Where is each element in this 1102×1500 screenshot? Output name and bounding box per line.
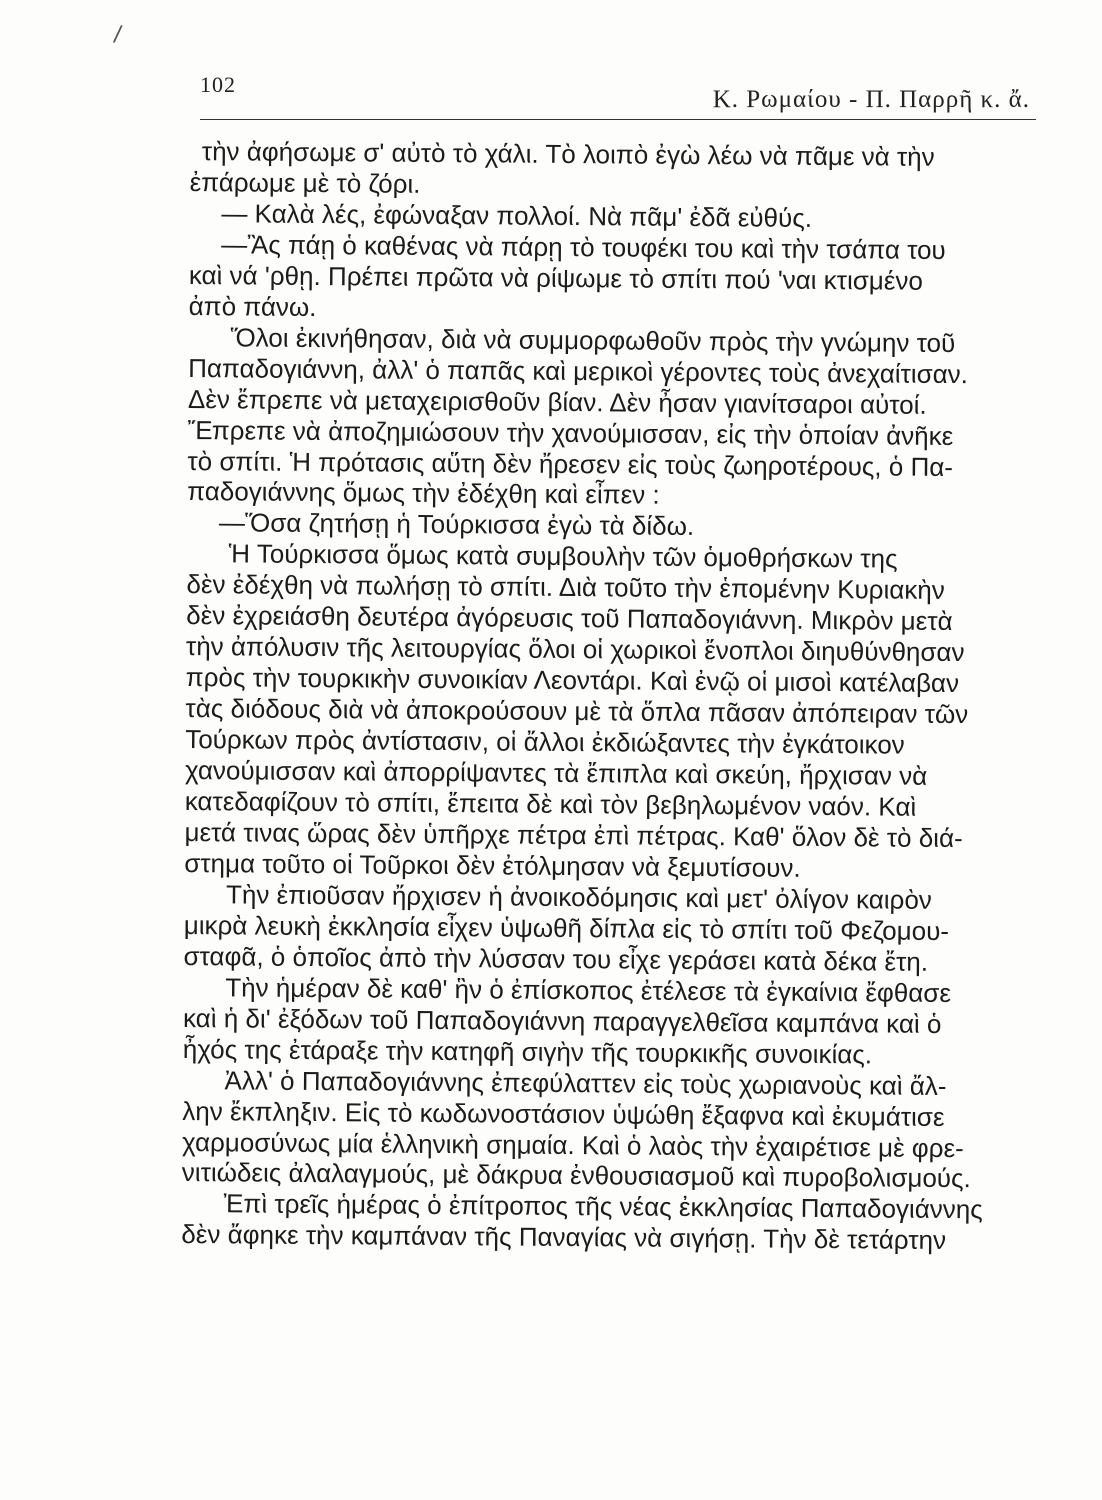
text-line: ἦχός της ἐτάραξε τὴν κατηφῆ σιγὴν τῆς τουρκικῆς συνοικίας. <box>182 1033 873 1070</box>
pencil-mark: / <box>112 21 124 48</box>
text-line: λην ἔκπληξιν. Εἰς τὸ κωδωνοστάσιον ὑψώθη ἔξαφνα καὶ ἐκυμάτισε <box>182 1095 945 1132</box>
text-line: τὴν ἀπόλυσιν τῆς λειτουργίας ὅλοι οἱ χωρικοὶ ἔνοπλοι διηυθύνθησαν <box>185 631 965 668</box>
running-head: Κ. Ρωμαίου - Π. Παρρῆ κ. ἄ. <box>712 86 1030 113</box>
text-line: κατεδαφίζουν τὸ σπίτι, ἔπειτα δὲ καὶ τὸν βεβηλωμένον ναόν. Καὶ <box>184 786 917 822</box>
text-line: —Ὅσα ζητήσῃ ἡ Τούρκισσα ἐγὼ τὰ δίδω. <box>218 507 695 542</box>
text-line: μετά τινας ὥρας δὲν ὑπῆρχε πέτρα ἐπὶ πέτρας. Καθ' ὅλον δὲ τὸ διά- <box>184 816 963 854</box>
page-number: 102 <box>200 72 236 97</box>
text-line: δὲν ἐχρειάσθη δευτέρα ἀγόρευσις τοῦ Παπαδογιάννη. Μικρὸν μετὰ <box>186 600 953 637</box>
text-line: καὶ νά 'ρθῃ. Πρέπει πρῶτα νὰ ρίψωμε τὸ σπίτι πού 'ναι κτισμένο <box>188 259 924 296</box>
text-line: μικρὰ λευκὴ ἐκκλησία εἶχεν ὑψωθῆ δίπλα εἰς τὸ σπίτι τοῦ Φεζομου- <box>183 909 950 946</box>
text-line: χαρμοσύνως μία ἑλληνικὴ σημαία. Καὶ ὁ λαὸς τὴν ἐχαιρέτισε μὲ φρε- <box>181 1126 964 1163</box>
text-line: καὶ ἡ δι' ἐξόδων τοῦ Παπαδογιάννη παραγγελθεῖσα καμπάνα καὶ ὁ <box>182 1002 942 1039</box>
text-line: τὰς διόδους διὰ νὰ ἀποκρούσουν μὲ τὰ ὅπλα πᾶσαν ἀπόπειραν τῶν <box>185 693 969 730</box>
text-line: νιτιώδεις ἀλαλαγμούς, μὲ δάκρυα ἐνθουσιασμοῦ καὶ πυροβολισμούς. <box>181 1157 971 1194</box>
text-line: χανούμισσαν καὶ ἀπορρίψαντες τὰ ἔπιπλα καὶ σκεύη, ἤρχισαν νὰ <box>184 755 928 791</box>
text-line: ἐπάρωμε μὲ τὸ ζόρι. <box>189 166 421 199</box>
text-line: στημα τοῦτο οἱ Τοῦρκοι δὲν ἐτόλμησαν νὰ ξεμυτίσουν. <box>184 847 801 883</box>
text-line: Ἐπὶ τρεῖς ἡμέρας ὁ ἐπίτροπος τῆς νέας ἐκκλησίας Παπαδογιάννης <box>223 1188 983 1225</box>
text-line: — Καλὰ λές, ἐφώναξαν πολλοί. Νὰ πᾶμ' ἐδᾶ εὐθύς. <box>221 198 813 233</box>
text-line: ἀπὸ πάνω. <box>188 290 317 322</box>
text-line: τὴν ἀφήσωμε σ' αὐτὸ τὸ χάλι. Τὸ λοιπὸ ἐγὼ λέω νὰ πᾶμε νὰ τὴν <box>201 136 935 172</box>
text-line: Ὅλοι ἐκινήθησαν, διὰ νὰ συμμορφωθοῦν πρὸς τὴν γνώμην τοῦ <box>230 322 956 358</box>
body-text <box>179 136 1046 1257</box>
text-line: Τὴν ἐπιοῦσαν ἤρχισεν ἡ ἀνοικοδόμησις καὶ μετ' ὀλίγον καιρὸν <box>225 879 932 915</box>
text-line: παδογιάννης ὅμως τὴν ἐδέχθη καὶ εἶπεν : <box>187 476 660 511</box>
text-line: τὸ σπίτι. Ἡ πρότασις αὕτη δὲν ἤρεσεν εἰς τοὺς ζωηροτέρους, ὁ Πα- <box>187 445 954 482</box>
text-line: πρὸς τὴν τουρκικὴν συνοικίαν Λεοντάρι. Καὶ ἐνῷ οἱ μισοὶ κατέλαβαν <box>185 662 960 699</box>
text-line: Ἔπρεπε νὰ ἀποζημιώσουν τὴν χανούμισσαν, εἰς τὴν ὁποίαν ἀνῆκε <box>187 414 954 451</box>
header-rule <box>200 119 1036 120</box>
page-header <box>200 72 1036 122</box>
text-line: Δὲν ἔπρεπε νὰ μεταχειρισθοῦν βίαν. Δὲν ἦσαν γιανίτσαροι αὐτοί. <box>187 383 927 420</box>
text-line: —Ἂς πάῃ ὁ καθένας νὰ πάρῃ τὸ τουφέκι του καὶ τὴν τσάπα του <box>221 229 946 265</box>
text-line: σταφᾶ, ὁ ὁποῖος ἀπὸ τὴν λύσσαν του εἶχε γεράσει κατὰ δέκα ἔτη. <box>183 940 929 977</box>
text-line: Τούρκων πρὸς ἀντίστασιν, οἱ ἄλλοι ἐκδιώξαντες τὴν ἐγκάτοικον <box>185 724 905 760</box>
text-line: Ἀλλ' ὁ Παπαδογιάννης ἐπεφύλαττεν εἰς τοὺς χωριανοὺς καὶ ἄλ- <box>224 1064 947 1101</box>
text-line: Παπαδογιάννη, ἀλλ' ὁ παπᾶς καὶ μερικοὶ γέροντες τοὺς ἀνεχαίτισαν. <box>188 352 969 389</box>
text-line: δὲν ἄφηκε τὴν καμπάναν τῆς Παναγίας νὰ σιγήσῃ. Τὴν δὲ τετάρτην <box>181 1219 947 1256</box>
text-line: Ἡ Τούρκισσα ὅμως κατὰ συμβουλὴν τῶν ὁμοθρήσκων της <box>228 538 898 574</box>
text-line: δὲν ἐδέχθη νὰ πωλήσῃ τὸ σπίτι. Διὰ τοῦτο τὴν ἑπομένην Κυριακὴν <box>186 569 945 606</box>
text-line: Τὴν ἡμέραν δὲ καθ' ἣν ὁ ἐπίσκοπος ἐτέλεσε τὰ ἐγκαίνια ἔφθασε <box>225 972 952 1008</box>
